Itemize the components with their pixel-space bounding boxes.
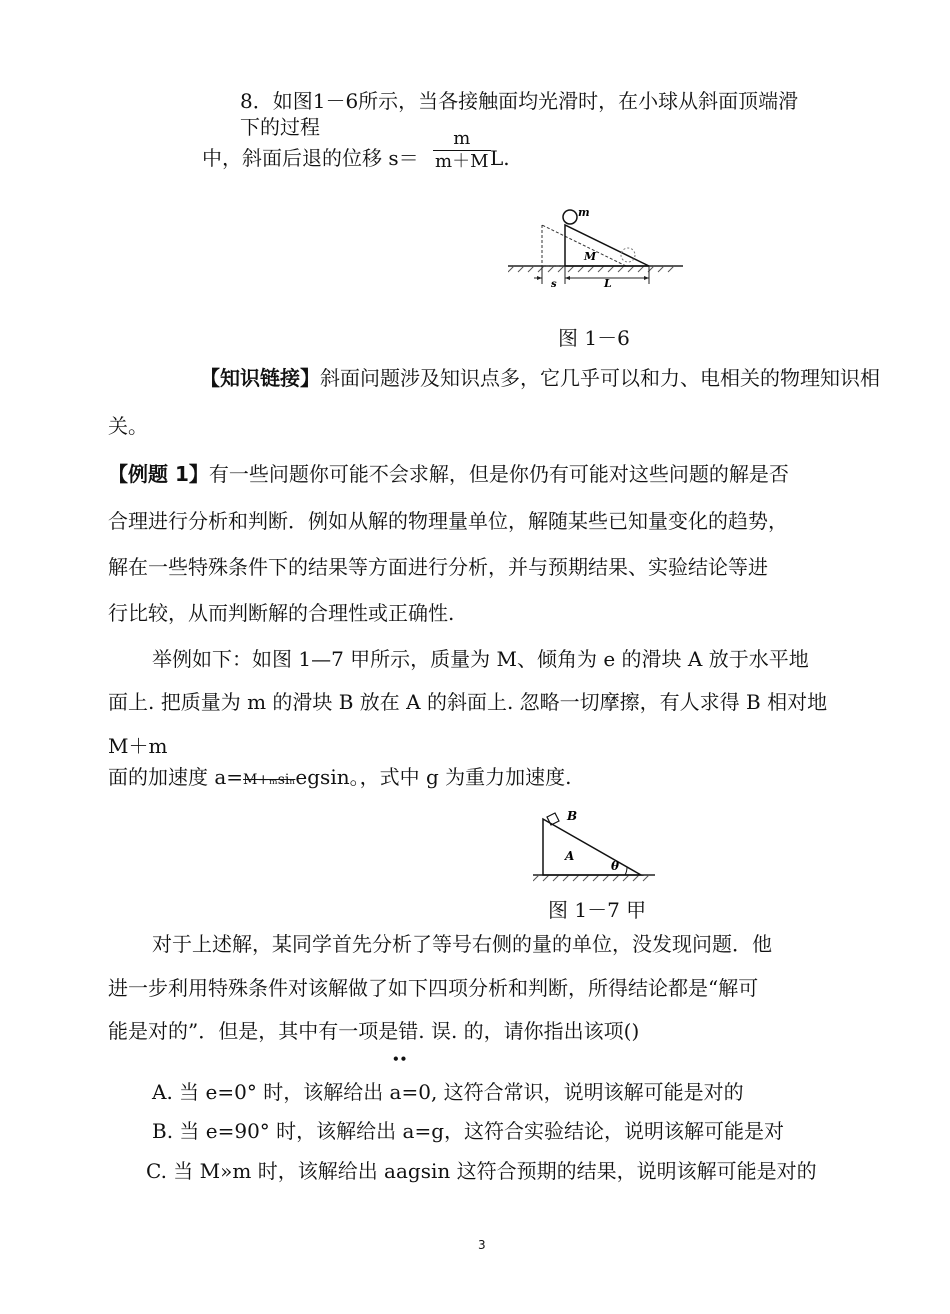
example1-line2: 合理进行分析和判断．例如从解的物理量单位，解随某些已知量变化的趋势，	[108, 509, 788, 533]
label-B: B	[567, 809, 578, 823]
emphasis-dots: ••	[392, 1052, 408, 1066]
figure-1-7-diagram	[533, 806, 655, 884]
label-theta: θ	[611, 859, 620, 873]
figure-1-6-diagram	[508, 198, 683, 290]
analysis-line3: 能是对的”．但是，其中有一项是错. 误. 的，请你指出该项()	[108, 1019, 640, 1043]
illustration-line4-strike: M+ₘsiₙ	[243, 772, 296, 788]
illustration-line4-prefix: 面的加速度 a=	[108, 765, 244, 789]
label-L: L	[604, 277, 612, 290]
figure-1-6-caption: 图 1－6	[558, 326, 630, 350]
knowledge-paragraph	[200, 365, 880, 391]
illustration-line2: 面上. 把质量为 m 的滑块 B 放在 A 的斜面上. 忽略一切摩擦，有人求得 B 相对地	[108, 690, 828, 714]
illustration-line4-suffix: egsin。，式中 g 为重力加速度.	[295, 765, 572, 789]
example1-line4: 行比较，从而判断解的合理性或正确性.	[108, 601, 455, 625]
option-b: B. 当 e=90° 时，该解给出 a=g，这符合实验结论，说明该解可能是对	[152, 1119, 785, 1143]
fraction-denominator: m＋M	[435, 151, 489, 172]
knowledge-continuation: 关。	[108, 414, 148, 438]
knowledge-tag: 【知识链接】	[200, 366, 320, 390]
label-A: A	[565, 849, 575, 863]
problem8-line3-prefix: 中，斜面后退的位移 s＝	[202, 146, 419, 170]
analysis-line1: 对于上述解，某同学首先分析了等号右侧的量的单位，没发现问题．他	[152, 932, 772, 956]
figure-1-7-caption: 图 1－7 甲	[548, 898, 647, 922]
fraction-numerator: m	[433, 128, 491, 151]
example1-line1	[108, 461, 789, 487]
illustration-line3: M＋m	[108, 734, 168, 758]
option-a: A. 当 e=0° 时，该解给出 a=0, 这符合常识，说明该解可能是对的	[152, 1080, 744, 1104]
page-number: 3	[478, 1238, 486, 1252]
knowledge-text: 斜面问题涉及知识点多，它几乎可以和力、电相关的物理知识相	[320, 366, 880, 390]
label-m: m	[578, 206, 590, 219]
problem8-line1: 8．如图1－6所示，当各接触面均光滑时，在小球从斜面顶端滑	[240, 89, 799, 113]
problem8-line2: 下的过程	[240, 115, 320, 139]
example1-line3: 解在一些特殊条件下的结果等方面进行分析，并与预期结果、实验结论等进	[108, 555, 768, 579]
illustration-line4	[108, 764, 571, 793]
example1-text: 有一些问题你可能不会求解，但是你仍有可能对这些问题的解是否	[208, 462, 789, 486]
displacement-fraction	[433, 128, 491, 173]
label-M: M	[584, 250, 597, 263]
problem8-line3-suffix: L.	[490, 146, 510, 170]
illustration-line1: 举例如下：如图 1—7 甲所示，质量为 M、倾角为 e 的滑块 A 放于水平地	[152, 647, 809, 671]
label-s: s	[551, 279, 557, 290]
analysis-line2: 进一步利用特殊条件对该解做了如下四项分析和判断，所得结论都是“解可	[108, 976, 759, 1000]
example1-tag: 【例题 1】	[108, 462, 209, 486]
option-c: C. 当 M»m 时，该解给出 aagsin 这符合预期的结果，说明该解可能是对的	[146, 1159, 817, 1183]
